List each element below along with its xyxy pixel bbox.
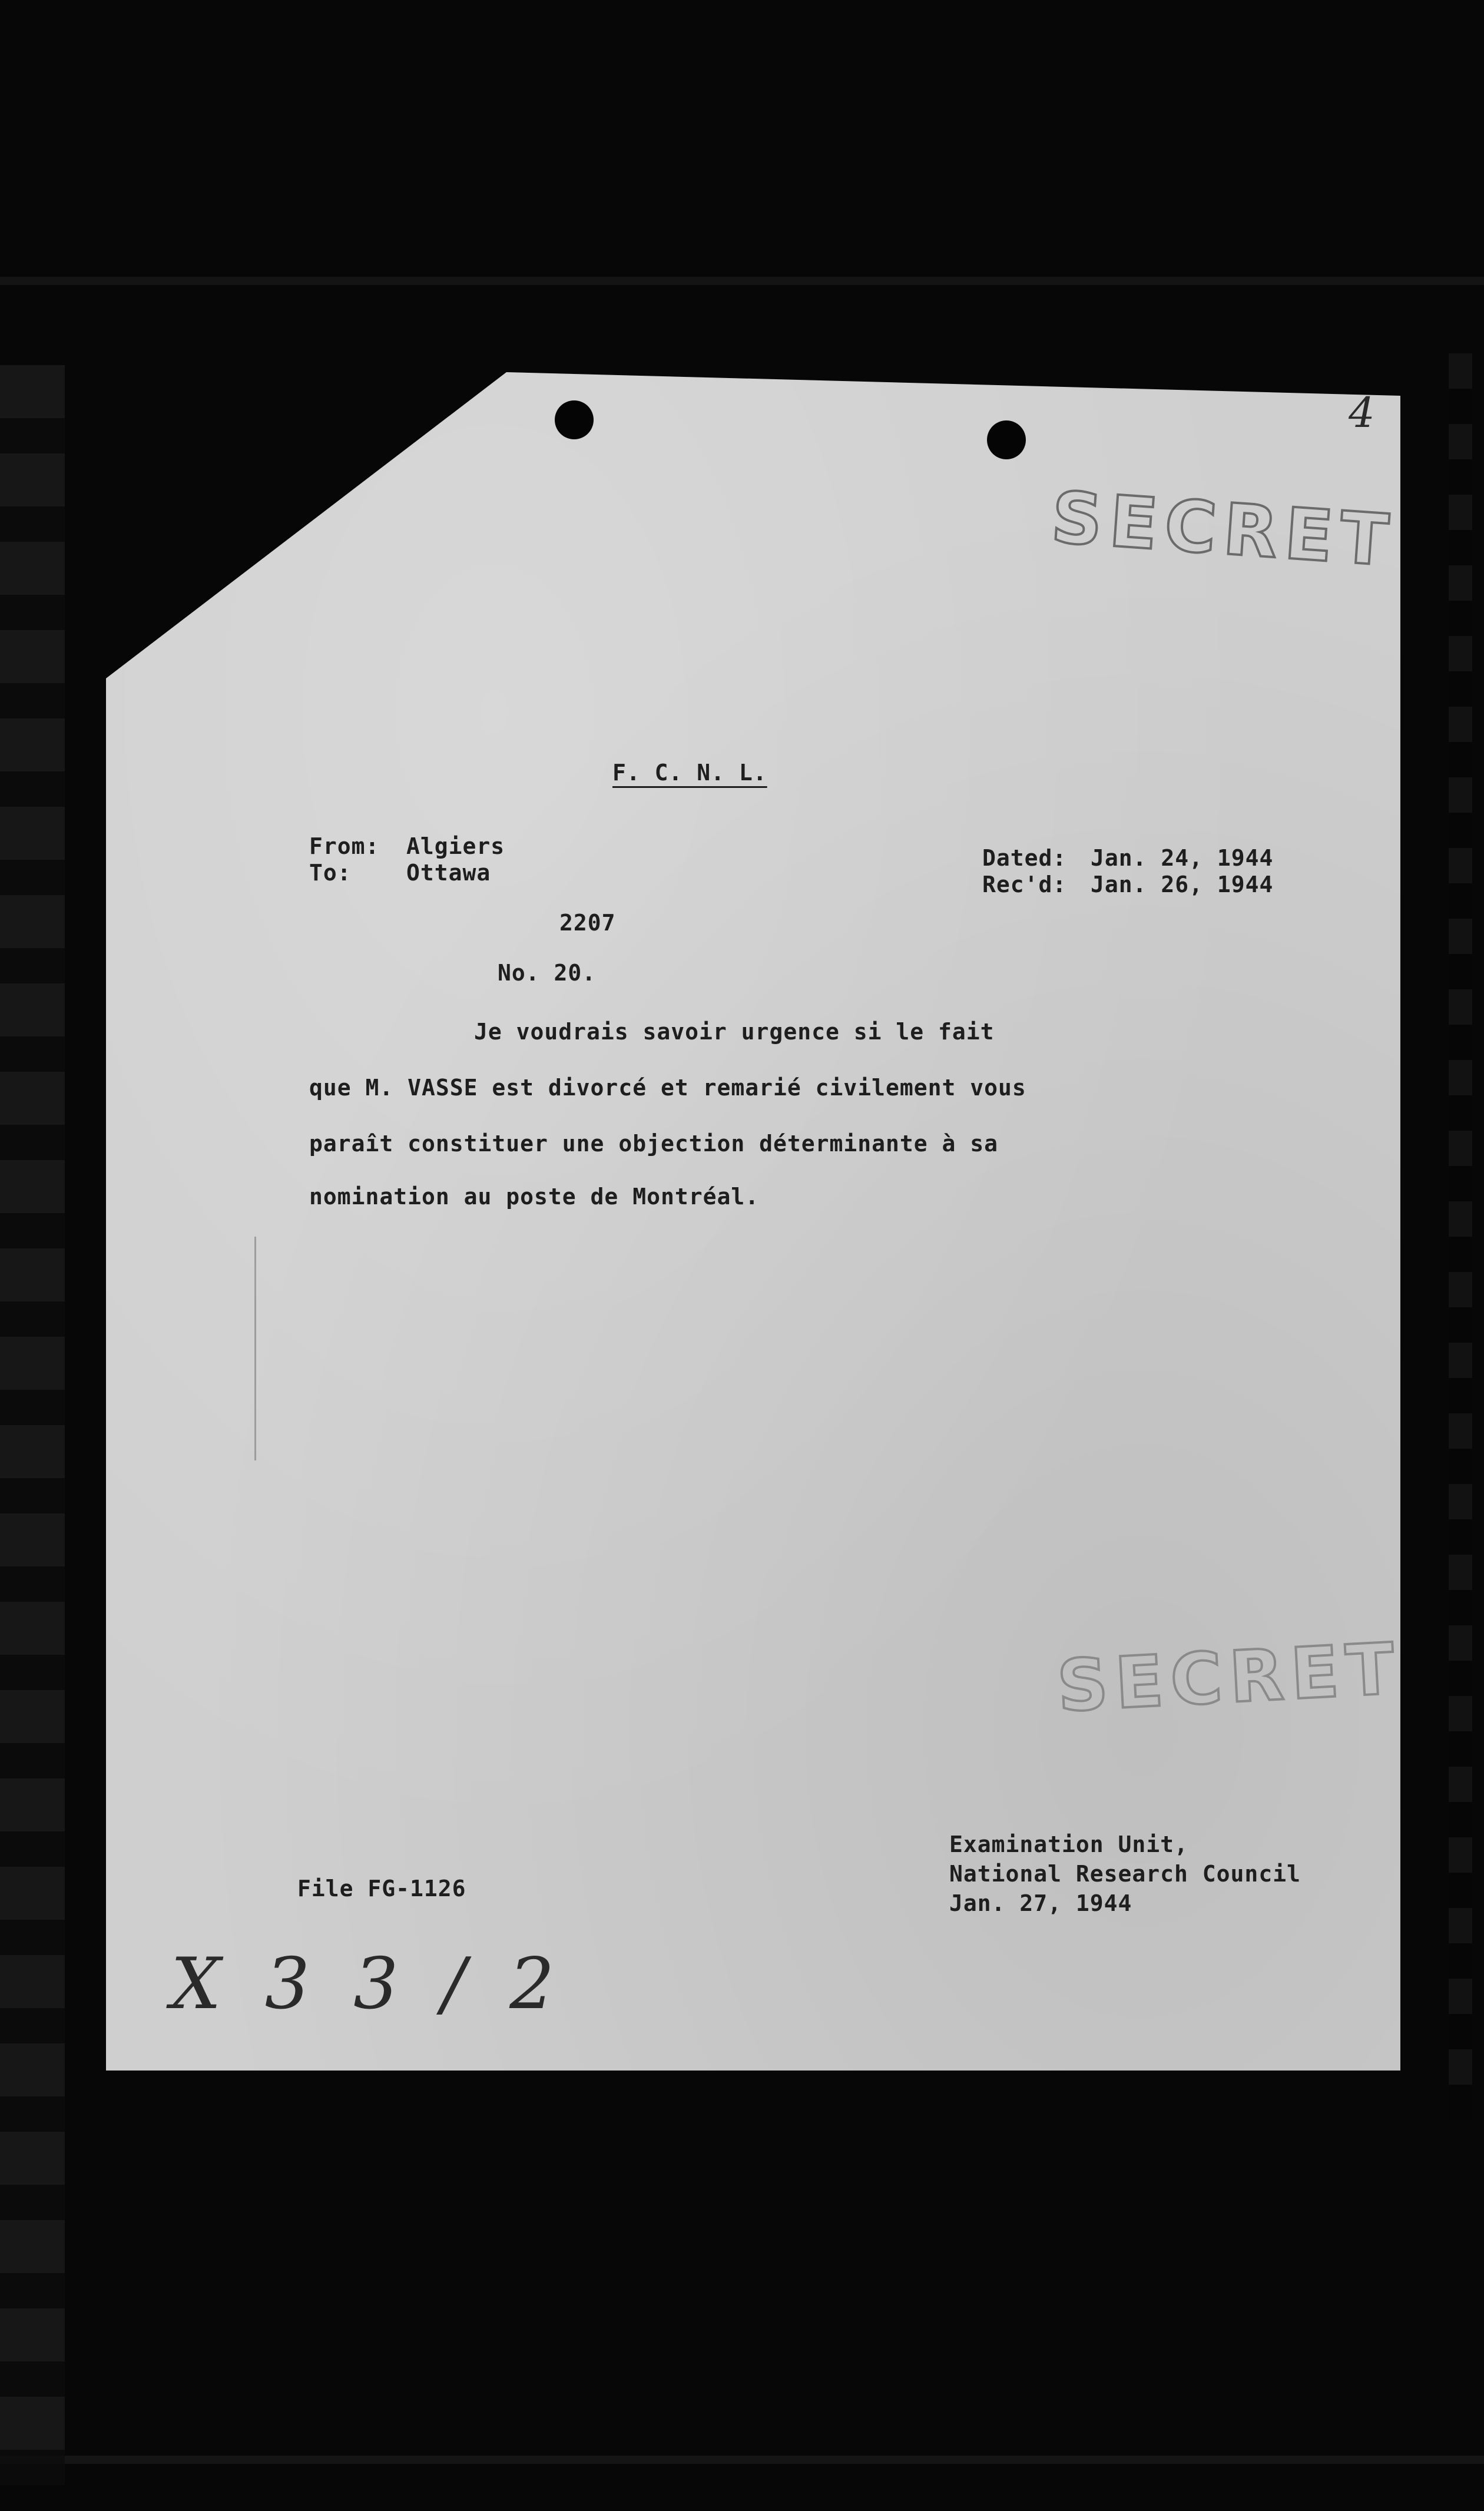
to-label: To: [309,860,352,886]
document-sheet [106,372,1400,2071]
received-label: Rec'd: [982,872,1067,897]
film-band-top [0,277,1484,285]
from-value: Algiers [406,833,505,859]
punch-hole-left [555,400,594,439]
film-strip-right [1449,353,1472,2120]
message-line-1: Je voudrais savoir urgence si le fait [474,1019,995,1045]
unit-line-3: Jan. 27, 1944 [949,1890,1132,1916]
received-value: Jan. 26, 1944 [1091,872,1274,897]
dated-label: Dated: [982,845,1067,871]
handwritten-file-code: X 3 3 / 2 [171,1943,565,2025]
message-number: No. 20. [498,960,597,986]
message-line-4: nomination au poste de Montréal. [309,1184,760,1210]
document-title: F. C. N. L. [612,760,767,786]
message-line-2: que M. VASSE est divorcé et remarié civilement vous [309,1075,1026,1101]
from-label: From: [309,833,380,859]
corner-page-mark: 4 [1349,389,1375,437]
to-value: Ottawa [406,860,491,886]
file-reference: File FG-1126 [297,1876,466,1902]
punch-hole-right [987,420,1026,459]
margin-crease [254,1237,256,1460]
film-band-bottom [0,2456,1484,2464]
secret-stamp-top: SECRET [1048,476,1398,583]
unit-line-2: National Research Council [949,1861,1301,1887]
secret-stamp-bottom: SECRET [1055,1628,1403,1728]
unit-line-1: Examination Unit, [949,1831,1188,1857]
dated-value: Jan. 24, 1944 [1091,845,1274,871]
film-strip-left [0,365,65,2485]
message-line-3: paraît constituer une objection déterminante à sa [309,1131,999,1157]
message-serial: 2207 [559,910,616,936]
